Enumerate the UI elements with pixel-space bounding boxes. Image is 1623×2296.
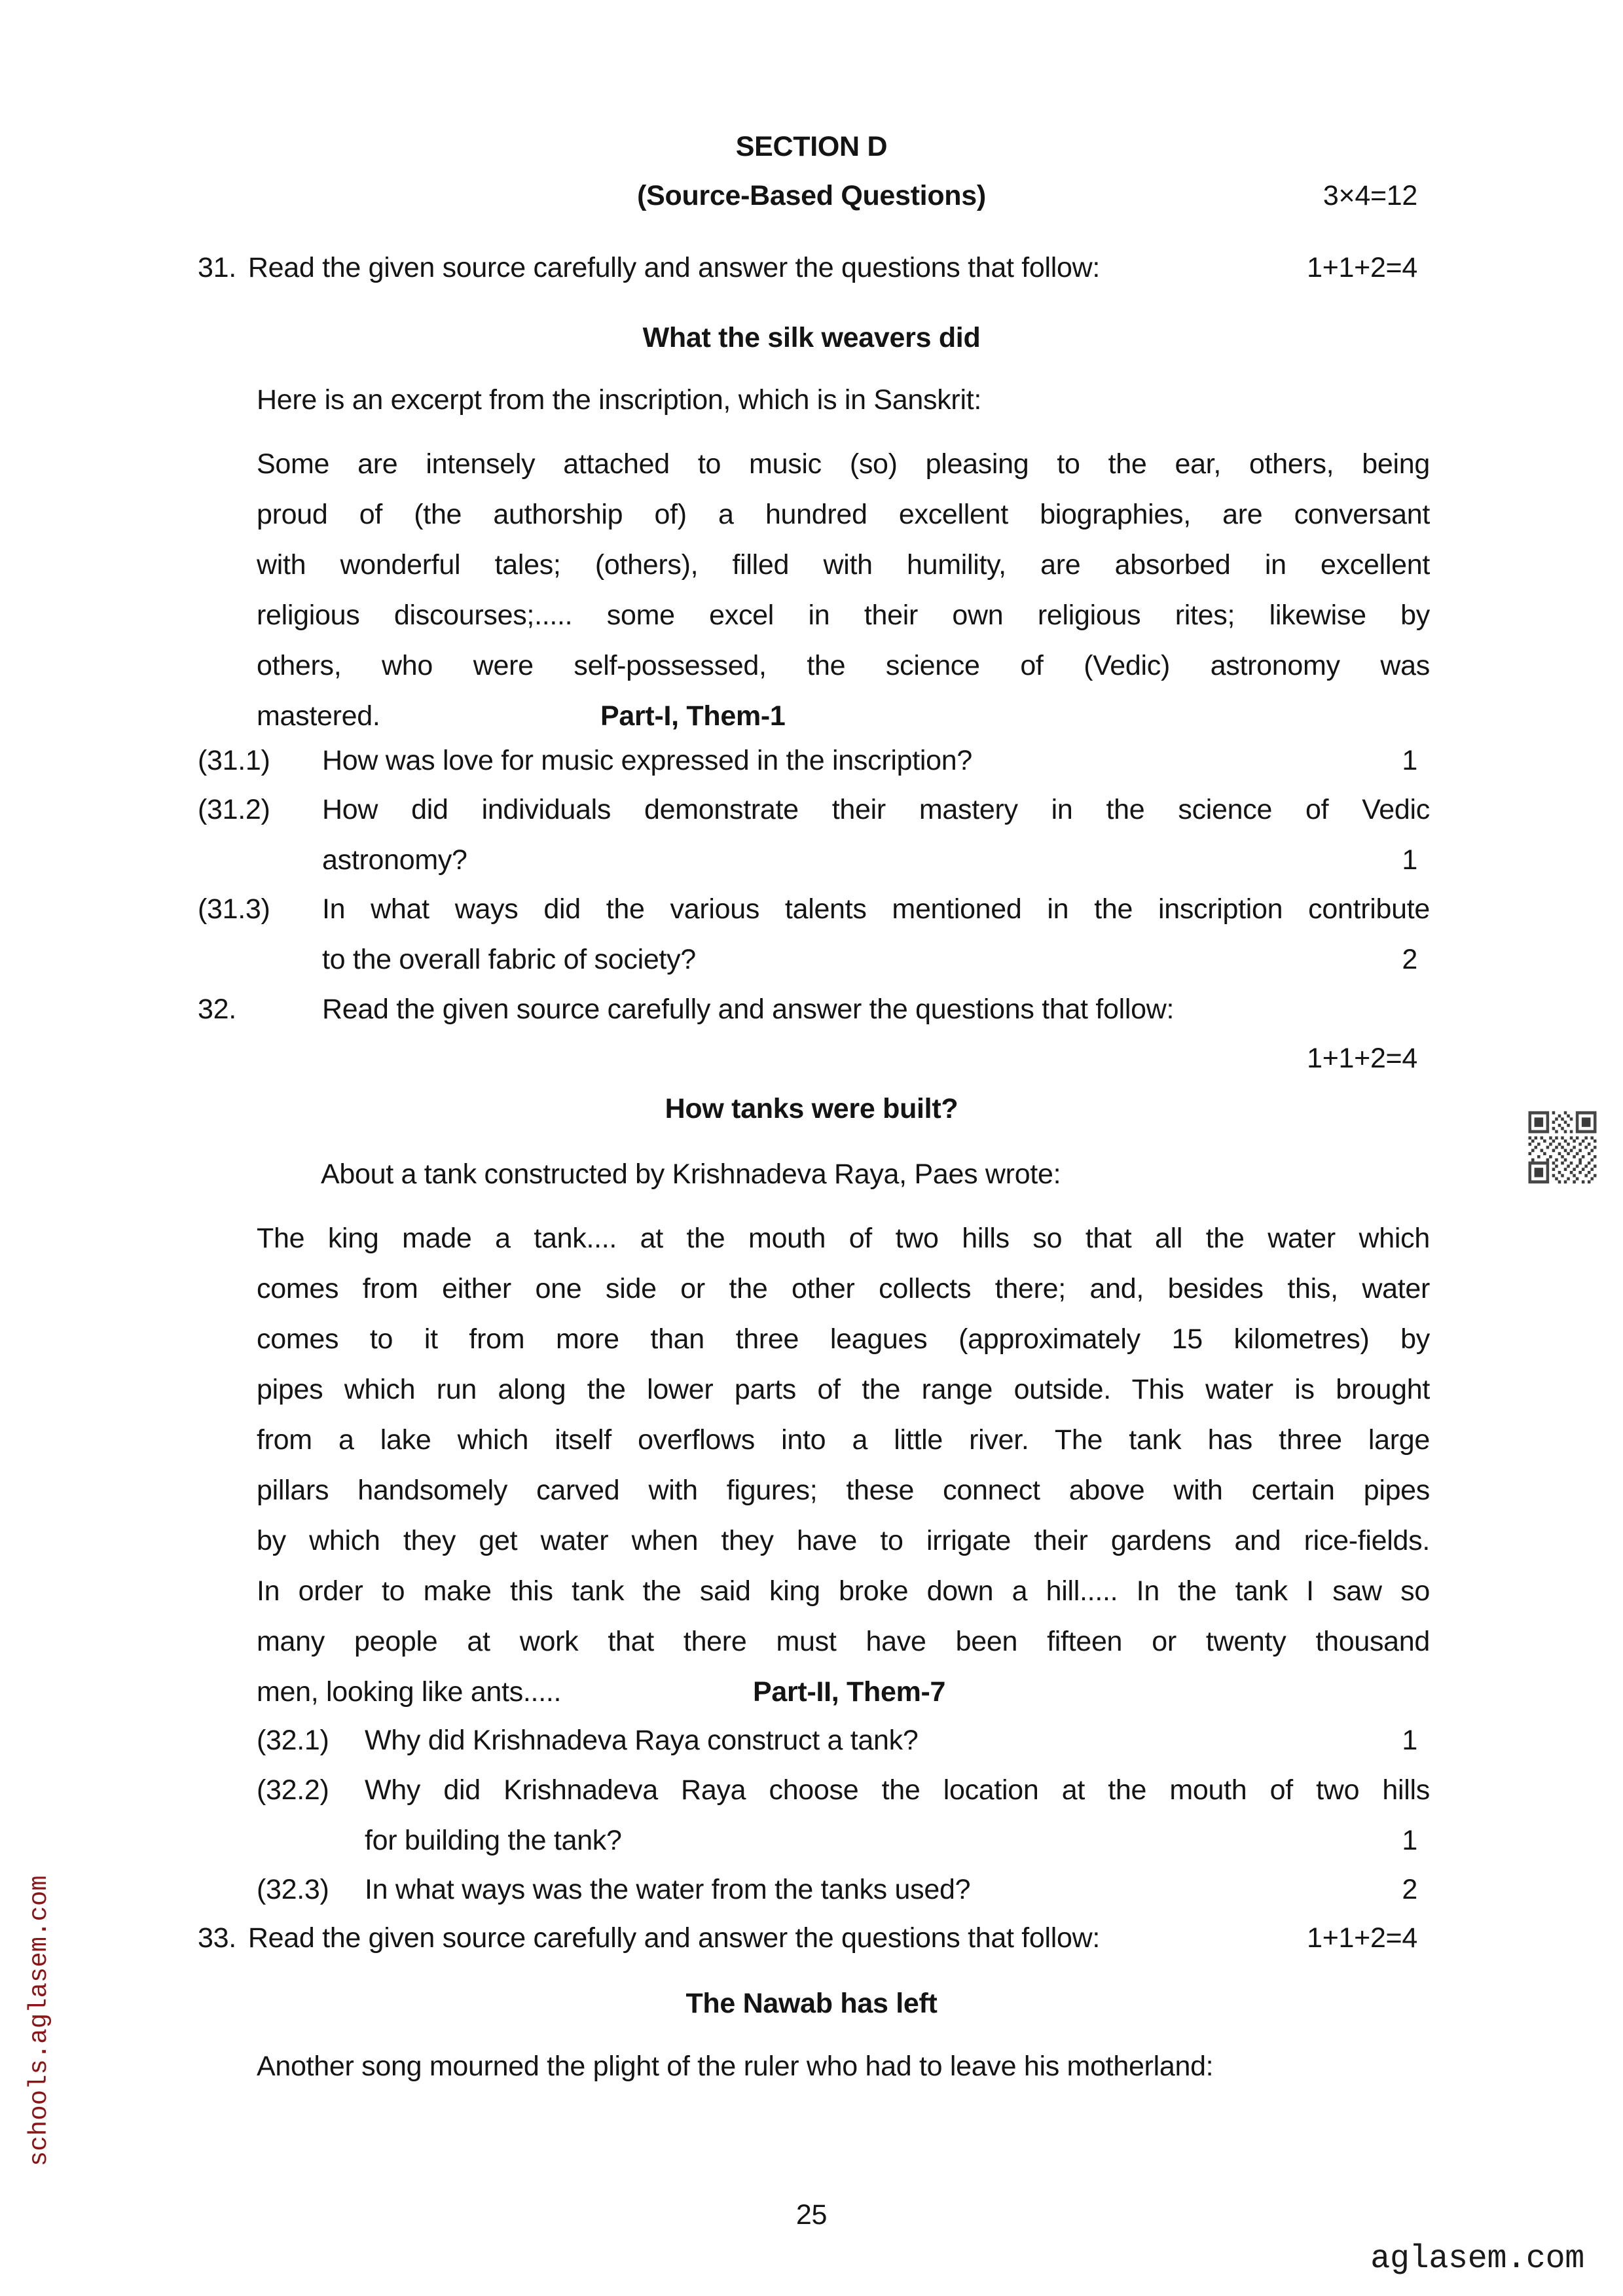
question-33-prompt-wrap <box>198 1913 1100 1964</box>
question-prompt: Read the given source carefully and answer the questions that follow: <box>322 994 1175 1025</box>
source-paragraph-32 <box>257 1213 1430 1717</box>
source-line: pillars handsomely carved with figures; these connect above with certain pipes <box>257 1475 1430 1506</box>
source-line: Some are intensely attached to music (so) pleasing to the ear, others, being <box>257 448 1430 480</box>
source-line: pipes which run along the lower parts of the range outside. This water is brought <box>257 1374 1430 1405</box>
source-intro-32: About a tank constructed by Krishnadeva Raya, Paes wrote: <box>321 1158 1061 1190</box>
section-title: SECTION D <box>735 131 888 162</box>
question-33-heading <box>198 1913 1417 1964</box>
section-marks: 3×4=12 <box>1322 180 1417 211</box>
section-subtitle: (Source-Based Questions) <box>637 180 986 211</box>
source-line: mastered. <box>257 700 380 732</box>
source-line: others, who were self-possessed, the science of (Vedic) astronomy was <box>257 650 1430 681</box>
source-line: The king made a tank.... at the mouth of two hills so that all the water which <box>257 1223 1430 1254</box>
subquestion-text: Why did Krishnadeva Raya choose the location at the mouth of two hills <box>365 1774 1430 1806</box>
marks: 1 <box>1402 844 1417 876</box>
source-intro-31: Here is an excerpt from the inscription, which is in Sanskrit: <box>257 384 982 416</box>
question-prompt: Read the given source carefully and answer the questions that follow: <box>247 252 1101 283</box>
marks: 1 <box>1402 1825 1417 1856</box>
page-number: 25 <box>795 2199 828 2231</box>
question-number: 32. <box>198 994 236 1025</box>
source-line: from a lake which itself overflows into a little river. The tank has three large <box>257 1424 1430 1456</box>
subquestion-number: (31.1) <box>198 745 270 776</box>
source-title-32: How tanks were built? <box>665 1093 958 1124</box>
source-line: by which they get water when they have to irrigate their gardens and rice-fields. <box>257 1525 1430 1556</box>
subquestion-number: (32.1) <box>257 1725 329 1756</box>
source-intro-33: Another song mourned the plight of the ruler who had to leave his motherland: <box>257 2051 1214 2082</box>
subquestion-number: (31.3) <box>198 893 270 925</box>
source-title-31: What the silk weavers did <box>642 322 981 353</box>
subquestion-number: (32.2) <box>257 1774 329 1806</box>
source-line: religious discourses;..... some excel in their own religious rites; likewise by <box>257 600 1430 631</box>
question-32-heading <box>198 984 1430 1035</box>
subquestion-text: for building the tank? <box>365 1825 622 1856</box>
question-number: 33. <box>198 1922 236 1954</box>
subquestion-text: to the overall fabric of society? <box>322 944 696 975</box>
watermark-aglasem: aglasem.com <box>1370 2240 1584 2278</box>
watermark-schools-aglasem: schools.aglasem.com <box>25 1875 54 2166</box>
source-line: many people at work that there must have been fifteen or twenty thousand <box>257 1626 1430 1657</box>
question-marks: 1+1+2=4 <box>1307 1922 1417 1954</box>
source-line: with wonderful tales; (others), filled with humility, are absorbed in excellent <box>257 549 1430 581</box>
marks: 1 <box>1402 745 1417 776</box>
source-line: proud of (the authorship of) a hundred excellent biographies, are conversant <box>257 499 1430 530</box>
subquestion-31-2 <box>198 785 1430 886</box>
subquestion-31-1 <box>198 736 1430 786</box>
question-32-marks: 1+1+2=4 <box>1307 1043 1417 1074</box>
subquestion-text: In what ways did the various talents mentioned in the inscription contribute <box>322 893 1430 925</box>
subquestion-text: Why did Krishnadeva Raya construct a tank? <box>365 1725 919 1756</box>
marks: 2 <box>1402 944 1417 975</box>
subquestion-31-3 <box>198 884 1430 985</box>
question-marks: 1+1+2=4 <box>1307 252 1417 283</box>
subquestion-number: (32.3) <box>257 1874 329 1905</box>
question-31-prompt-wrap <box>198 243 1100 293</box>
part-label-31: Part-I, Them-1 <box>600 700 786 732</box>
part-label-32: Part-II, Them-7 <box>753 1676 946 1708</box>
question-number: 31. <box>198 252 236 283</box>
source-paragraph-31 <box>257 439 1430 742</box>
subquestion-text: How did individuals demonstrate their mastery in the science of Vedic <box>322 794 1430 825</box>
subquestion-32-1 <box>257 1715 1430 1766</box>
subquestion-number: (31.2) <box>198 794 270 825</box>
subquestion-text: In what ways was the water from the tanks used? <box>365 1874 971 1905</box>
source-line: comes to it from more than three leagues (approximately 15 kilometres) by <box>257 1323 1430 1355</box>
source-title-33: The Nawab has left <box>685 1988 938 2019</box>
qr-code-icon <box>1525 1108 1599 1187</box>
subquestion-text: How was love for music expressed in the inscription? <box>322 745 972 776</box>
question-31-heading <box>198 243 1417 293</box>
marks: 2 <box>1402 1874 1417 1905</box>
marks: 1 <box>1402 1725 1417 1756</box>
source-line: comes from either one side or the other collects there; and, besides this, water <box>257 1273 1430 1304</box>
subquestion-32-3 <box>257 1865 1430 1915</box>
section-subtitle-row <box>0 171 1623 221</box>
source-line: men, looking like ants..... <box>257 1676 562 1708</box>
question-prompt: Read the given source carefully and answer the questions that follow: <box>247 1922 1101 1954</box>
subquestion-32-2 <box>257 1765 1430 1866</box>
subquestion-text: astronomy? <box>322 844 467 876</box>
source-line: In order to make this tank the said king broke down a hill..... In the tank I saw so <box>257 1575 1430 1607</box>
